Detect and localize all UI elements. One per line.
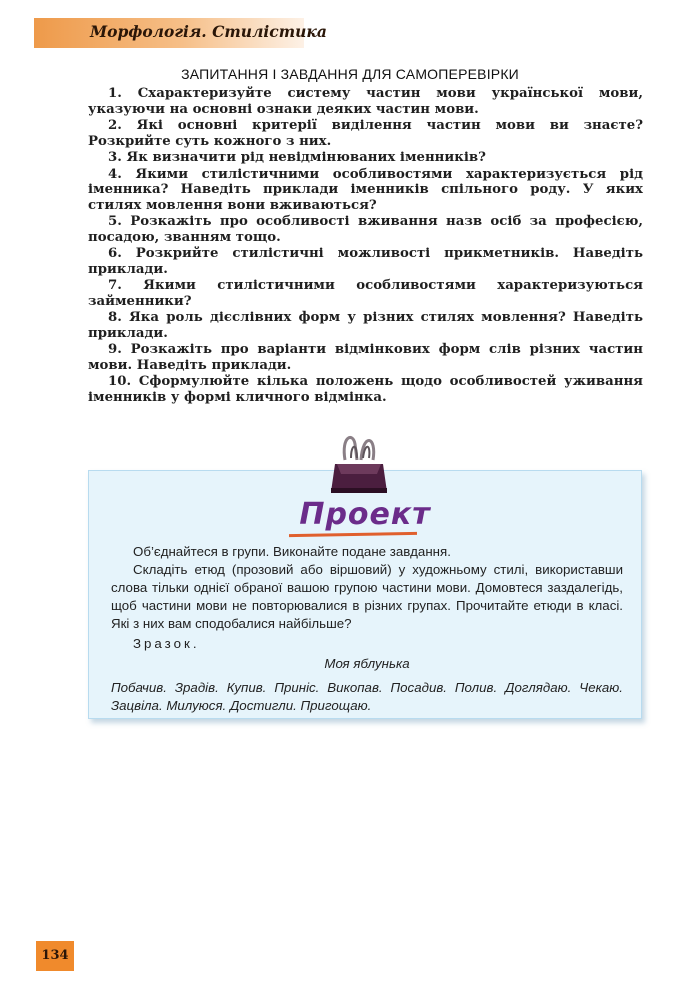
binder-clip-icon xyxy=(327,430,391,496)
project-task: Складіть етюд (прозовий або віршовий) у художньому стилі, використавши слова тільки однієї обраної вашою групою частини мови. Домовтеся заздалегідь, щоб частини мови не повторювалися в різних групах. Прочитайте етюди в класі. Які з них вам сподобалися найбільше? xyxy=(111,562,623,631)
project-text xyxy=(111,543,623,715)
question-item: 4. Якими стилістичними особливостями характеризується рід іменника? Наведіть приклади іменників спільного роду. У яких стилях мовлення вони вживаються? xyxy=(88,166,643,213)
question-item: 3. Як визначити рід невідмінюваних іменників? xyxy=(108,150,486,165)
question-item: 8. Яка роль дієслівних форм у різних стилях мовлення? Наведіть приклади. xyxy=(88,310,643,341)
poem-title: Моя яблунька xyxy=(324,656,410,671)
project-title-underline xyxy=(289,532,417,537)
page-number-badge xyxy=(36,941,74,971)
project-box xyxy=(88,470,642,719)
poem-text: Побачив. Зрадів. Купив. Приніс. Викопав. Посадив. Полив. Доглядаю. Чекаю. Зацвіла. Милуюся. Достигли. Пригощаю. xyxy=(111,680,623,713)
section-title: ЗАПИТАННЯ І ЗАВДАННЯ ДЛЯ САМОПЕРЕВІРКИ xyxy=(181,66,519,82)
question-item: 1. Схарактеризуйте систему частин мови української мови, указуючи на основні ознаки деяких частин мови. xyxy=(88,86,643,117)
project-title: Проект xyxy=(299,497,431,532)
question-item: 9. Розкажіть про варіанти відмінкових форм слів різних частин мови. Наведіть приклади. xyxy=(88,342,643,373)
questions-list xyxy=(88,86,643,406)
page-number: 134 xyxy=(41,948,69,963)
question-item: 2. Які основні критерії виділення частин мови ви знаєте? Розкрийте суть кожного з них. xyxy=(88,118,643,149)
question-item: 6. Розкрийте стилістичні можливості прикметників. Наведіть приклади. xyxy=(88,246,643,277)
question-item: 5. Розкажіть про особливості вживання назв осіб за професією, посадою, званням тощо. xyxy=(88,214,643,245)
sample-label: Зразок. xyxy=(133,636,200,651)
header-band xyxy=(34,18,327,48)
running-header-title: Морфологія. Стилістика xyxy=(90,22,327,41)
question-item: 7. Якими стилістичними особливостями характеризуються займенники? xyxy=(88,278,643,309)
question-item: 10. Сформулюйте кілька положень щодо особливостей уживання іменників у формі кличного відмінка. xyxy=(88,374,643,405)
project-intro: Об’єднайтеся в групи. Виконайте подане завдання. xyxy=(133,544,451,559)
